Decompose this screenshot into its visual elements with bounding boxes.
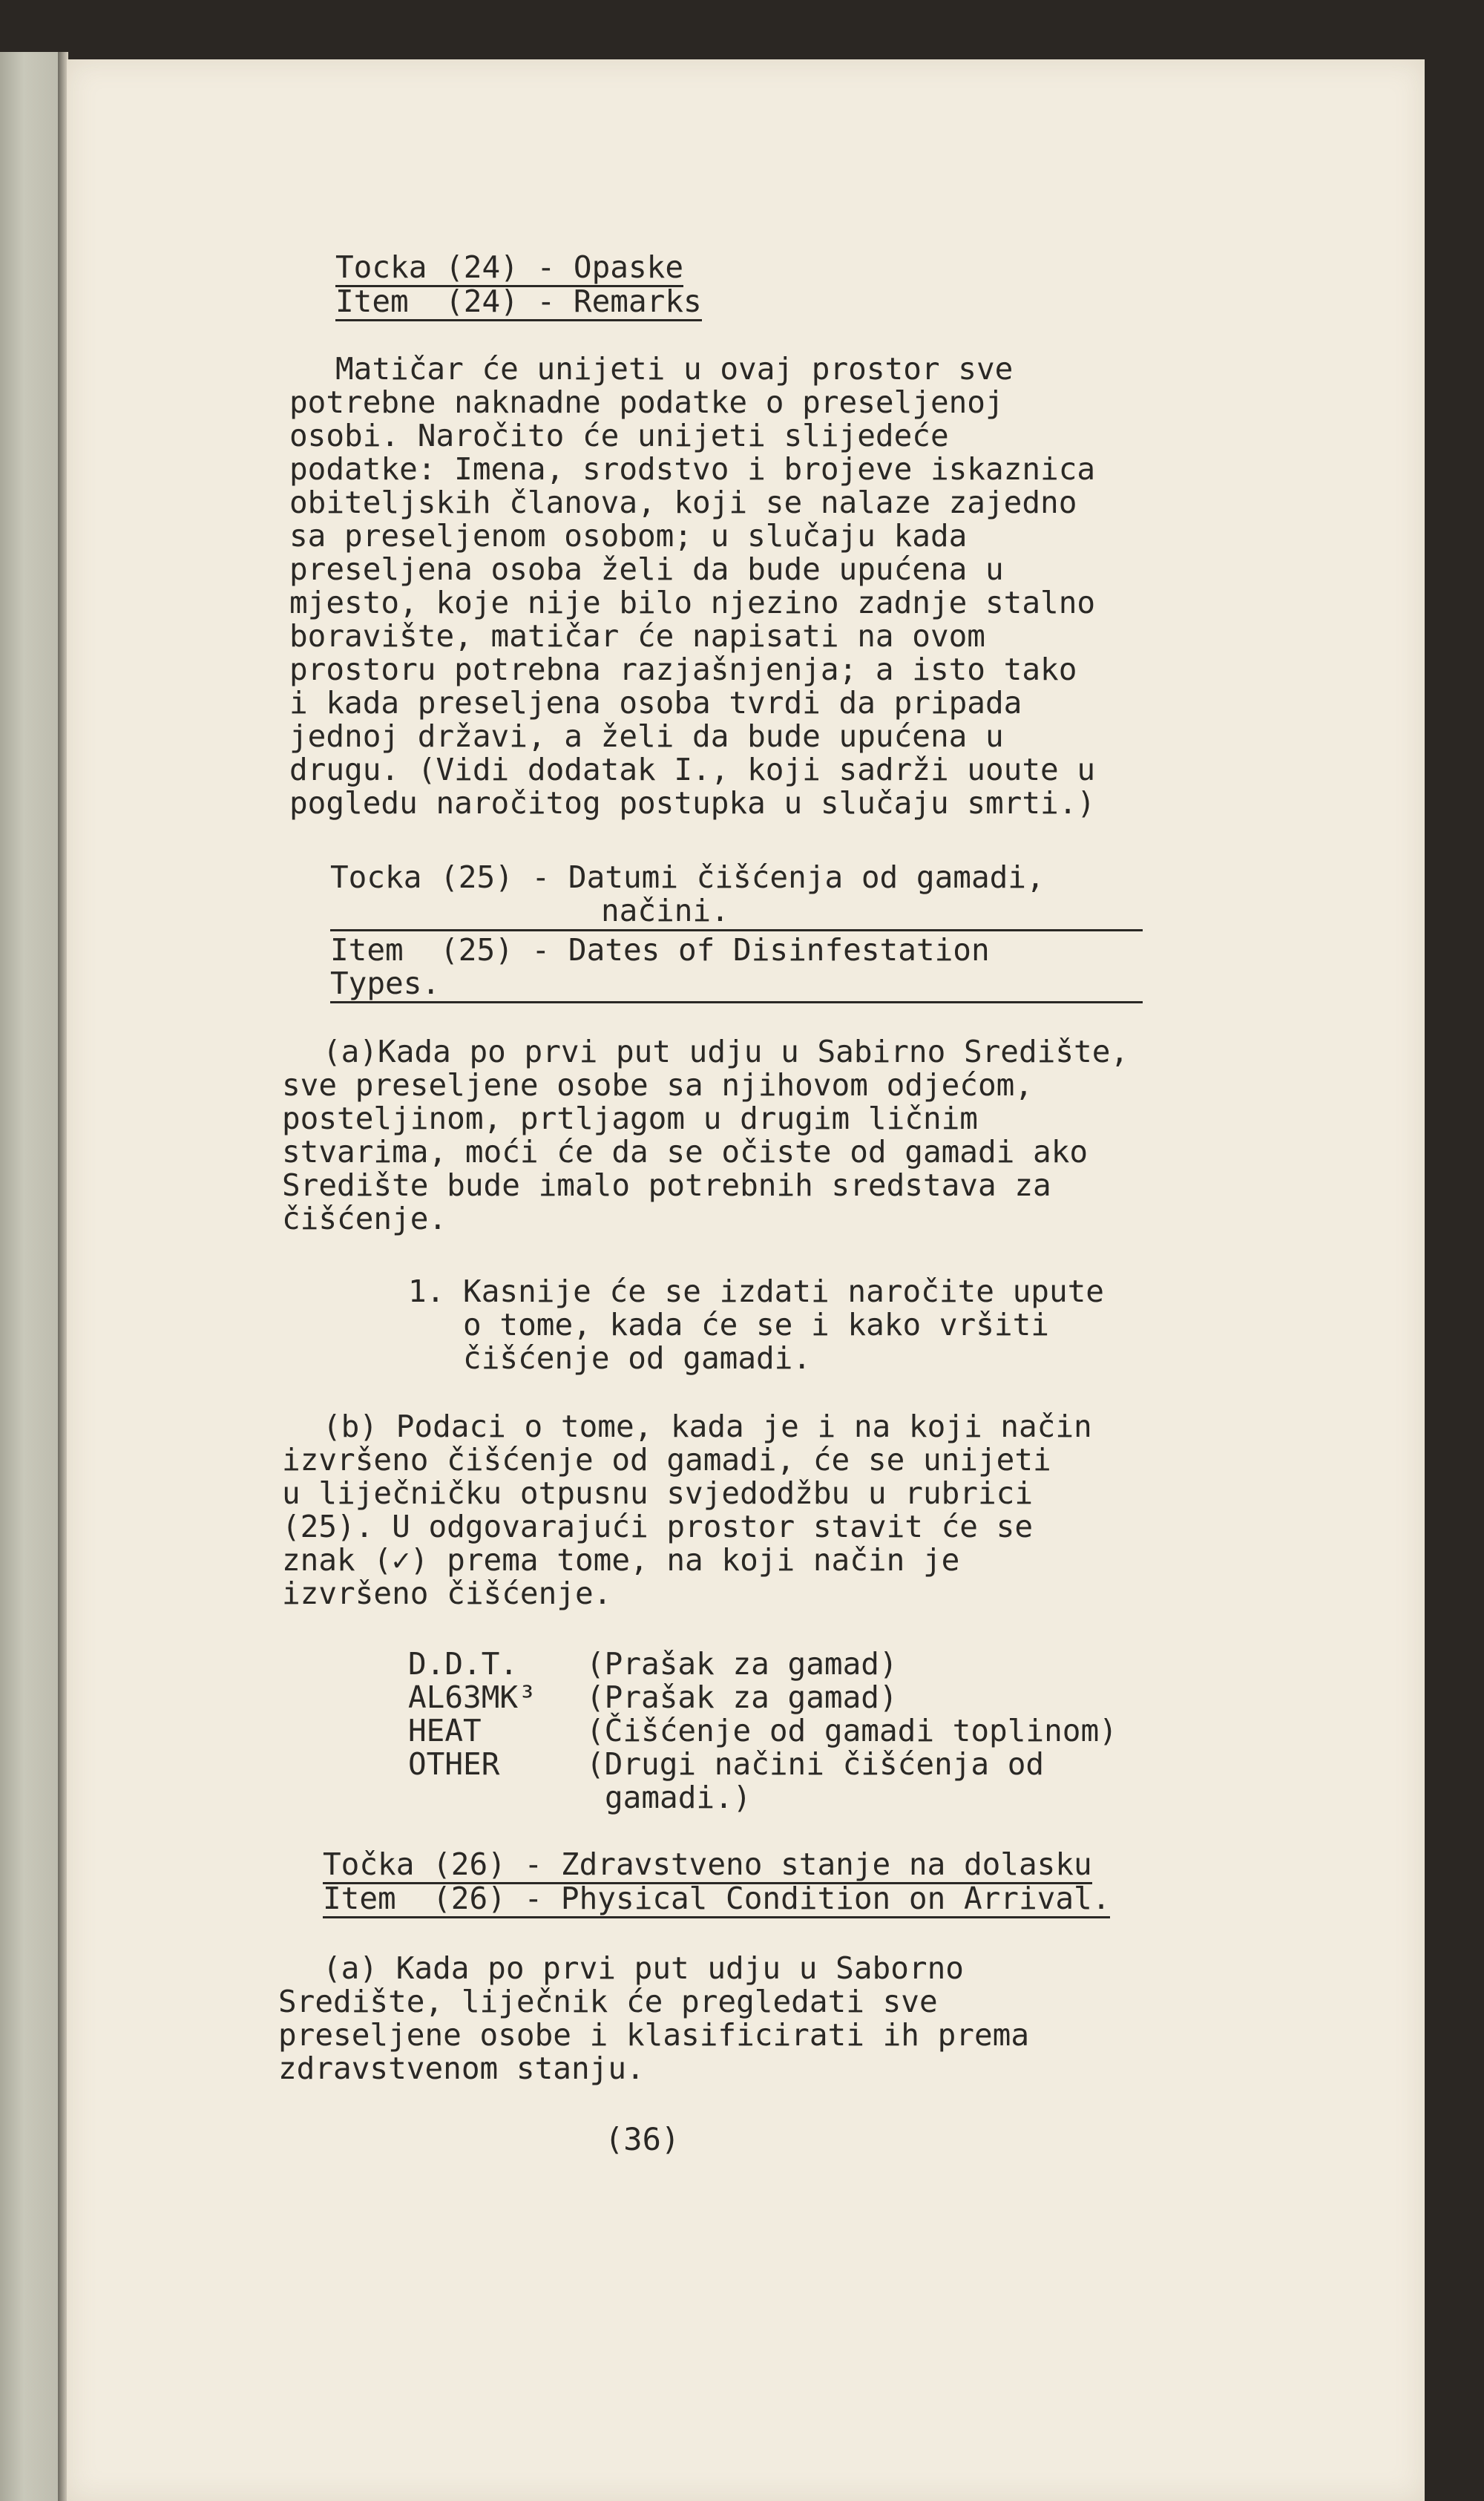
item25-heading-en: Item (25) - Dates of Disinfestation: [330, 932, 990, 968]
item25-para-a-line: (a)Kada po prvi put udju u Sabirno Središte,: [323, 1034, 1129, 1069]
heading-rule: [330, 1001, 1143, 1003]
item26-para-a-line: (a) Kada po prvi put udju u Saborno: [323, 1950, 964, 1986]
book-spine: [0, 52, 59, 2501]
item25-para-b-line: izvršeno čišćenje od gamadi, će se unijeti: [282, 1442, 1051, 1478]
item24-line: preseljena osoba želi da bude upućena u: [289, 551, 1004, 587]
item25-heading-hr-cont: načini.: [601, 893, 729, 928]
page-content: [67, 59, 1425, 2501]
note-1-line: o tome, kada će se i kako vršiti: [408, 1307, 1049, 1343]
method-code: AL63MK³: [408, 1679, 536, 1715]
item24-line: Matičar će unijeti u ovaj prostor sve: [335, 351, 1014, 387]
item24-line: pogledu naročitog postupka u slučaju smrti.): [289, 785, 1096, 821]
item24-line: podatke: Imena, srodstvo i brojeve iskaznica: [289, 451, 1096, 487]
item26-para-a-line: zdravstvenom stanju.: [278, 2051, 645, 2086]
item25-para-b-line: izvršeno čišćenje.: [282, 1576, 612, 1611]
item25-para-a-line: posteljinom, prtljagom u drugim ličnim: [282, 1101, 978, 1136]
item24-line: mjesto, koje nije bilo njezino zadnje stalno: [289, 585, 1096, 620]
method-desc: (Čišćenje od gamadi toplinom): [586, 1713, 1117, 1748]
item24-heading-en: Item (24) - Remarks: [335, 285, 702, 321]
item26-para-a-line: preseljene osobe i klasificirati ih prema: [278, 2017, 1030, 2053]
method-code: OTHER: [408, 1746, 500, 1782]
item26-para-a-line: Središte, liječnik će pregledati sve: [278, 1984, 938, 2019]
note-1-line: 1. Kasnije će se izdati naročite upute: [408, 1274, 1104, 1309]
item24-line: osobi. Naročito će unijeti slijedeće: [289, 418, 949, 453]
item25-para-b-line: znak (✓) prema tome, na koji način je: [282, 1542, 960, 1578]
item24-line: obiteljskih članova, koji se nalaze zajedno: [289, 485, 1077, 520]
item25-para-a-line: stvarima, moći će da se očiste od gamadi ako: [282, 1134, 1089, 1170]
item26-heading-hr: Točka (26) - Zdravstveno stanje na dolasku: [323, 1848, 1092, 1884]
item25-para-a-line: čišćenje.: [282, 1201, 447, 1236]
item25-para-b-line: (25). U odgovarajući prostor stavit će se: [282, 1509, 1034, 1544]
item25-heading-hr: Tocka (25) - Datumi čišćenja od gamadi,: [330, 859, 1045, 895]
item25-para-b-line: u liječničku otpusnu svjedodžbu u rubrici: [282, 1475, 1034, 1511]
method-desc-cont: gamadi.): [605, 1780, 752, 1815]
method-code: D.D.T.: [408, 1646, 519, 1682]
item25-para-b-line: (b) Podaci o tome, kada je i na koji način: [323, 1409, 1092, 1444]
item24-line: potrebne naknadne podatke o preseljenoj: [289, 384, 1004, 420]
item26-heading-en: Item (26) - Physical Condition on Arrival.: [323, 1882, 1110, 1918]
item25-para-a-line: sve preseljene osobe sa njihovom odjećom,: [282, 1067, 1034, 1103]
item25-heading-en-cont: Types.: [330, 966, 441, 1001]
item24-line: i kada preseljena osoba tvrdi da pripada: [289, 685, 1022, 721]
item24-line: jednoj državi, a želi da bude upućena u: [289, 718, 1004, 754]
heading-rule: [330, 929, 1143, 931]
method-code: HEAT: [408, 1713, 482, 1748]
item24-line: sa preseljenom osobom; u slučaju kada: [289, 518, 968, 554]
item24-line: drugu. (Vidi dodatak I., koji sadrži uoute u: [289, 752, 1096, 787]
document-page: [67, 59, 1425, 2501]
item24-heading-hr: Tocka (24) - Opaske: [335, 251, 683, 287]
item24-line: boravište, matičar će napisati na ovom: [289, 618, 985, 654]
method-desc: (Prašak za gamad): [586, 1679, 898, 1715]
method-desc: (Drugi načini čišćenja od: [586, 1746, 1045, 1782]
item24-line: prostoru potrebna razjašnjenja; a isto tako: [289, 652, 1077, 687]
note-1-line: čišćenje od gamadi.: [408, 1340, 812, 1376]
method-desc: (Prašak za gamad): [586, 1646, 898, 1682]
item25-para-a-line: Središte bude imalo potrebnih sredstava za: [282, 1167, 1051, 1203]
page-number: (36): [605, 2121, 680, 2157]
